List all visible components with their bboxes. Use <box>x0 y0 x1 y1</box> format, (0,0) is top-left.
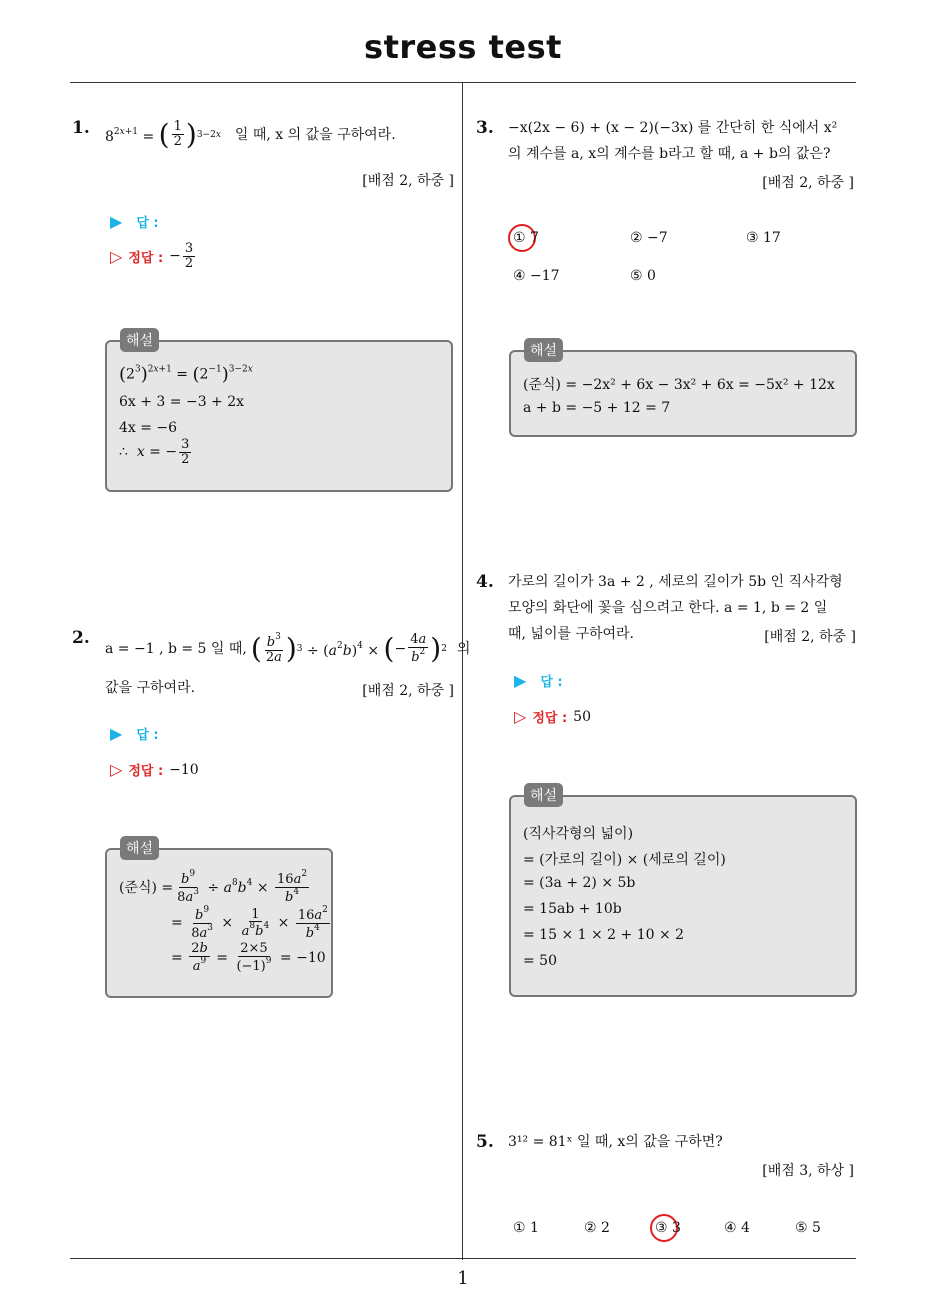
q3-exp-line-1: (준식) = −2x² + 6x − 3x² + 6x = −5x² + 12x <box>523 377 835 393</box>
question-5-meta: [배점 3, 하상 ] <box>762 1163 854 1179</box>
question-5-choice-4[interactable]: ④ 4 <box>724 1220 750 1236</box>
footer-rule <box>70 1258 856 1259</box>
question-4-number: 4. <box>476 572 494 592</box>
question-3-choice-1[interactable]: ① 7 <box>513 230 539 246</box>
correct-arrow-icon: ▷ <box>514 707 527 726</box>
question-3-choice-5[interactable]: ⑤ 0 <box>630 268 656 284</box>
q2-exp-line-1: (준식) = $\frac{b^9}{8a^3}$ ÷ $a^8b^4$ × $\frac{16a^2}{b^4}$ <box>119 869 308 905</box>
question-3-choice-4[interactable]: ④ −17 <box>513 268 560 284</box>
question-3-choice-2[interactable]: ② −7 <box>630 230 668 246</box>
question-1-correct-value: $\frac{3}{2}$ <box>184 241 194 271</box>
q2-exp-label: (준식) = <box>119 880 174 897</box>
question-3-line1: −x(2x − 6) + (x − 2)(−3x) 를 간단히 한 식에서 x² <box>508 120 838 136</box>
q4-exp-line-5: = 15 × 1 × 2 + 10 × 2 <box>523 927 685 943</box>
question-5-choice-5[interactable]: ⑤ 5 <box>795 1220 821 1236</box>
question-1-suffix: 일 때, x 의 값을 구하여라. <box>234 126 396 143</box>
question-2-correct-row <box>110 760 199 779</box>
question-1-answer-row <box>110 212 159 231</box>
correct-label: 정답 : <box>128 250 164 266</box>
question-2-number: 2. <box>72 628 90 648</box>
q1-exp-line-4: ∴ x = − $\frac{3}{2}$ <box>119 437 190 467</box>
question-3-explanation-tab: 해설 <box>524 338 563 362</box>
question-1-correct-row: ▷ 정답 : − $\frac{3}{2}$ <box>110 241 194 271</box>
question-2-text-line2: 값을 구하여라. <box>105 680 196 696</box>
question-4-correct-value: 50 <box>573 708 591 725</box>
question-4-meta: [배점 2, 하중 ] <box>764 629 856 645</box>
question-1-meta: [배점 2, 하중 ] <box>362 173 454 189</box>
question-3-meta: [배점 2, 하중 ] <box>762 175 854 191</box>
question-4-explanation-box <box>509 795 857 997</box>
question-4-line1: 가로의 길이가 3a + 2 , 세로의 길이가 5b 인 직사각형 <box>508 574 843 590</box>
q4-exp-line-4: = 15ab + 10b <box>523 901 622 917</box>
question-4-line3: 때, 넓이를 구하여라. <box>508 626 634 642</box>
question-4-answer-row <box>514 671 563 690</box>
question-2-prefix: a = −1 , b = 5 일 때, <box>105 640 247 657</box>
q1-exp-line-3: 4x = −6 <box>119 420 178 436</box>
q1-exp-line-2: 6x + 3 = −3 + 2x <box>119 394 245 410</box>
q2-exp-line-2: = $\frac{b^9}{8a^3}$ × $\frac{1}{a^8b^4}$ × $\frac{16a^2}{b^4}$ <box>171 905 328 941</box>
question-5-number: 5. <box>476 1132 494 1152</box>
question-5-choice-1[interactable]: ① 1 <box>513 1220 539 1236</box>
answer-label: 답 : <box>136 728 159 743</box>
question-3-explanation-box <box>509 350 857 437</box>
answer-arrow-icon: ▶ <box>110 724 123 743</box>
question-3-number: 3. <box>476 118 494 138</box>
question-4-explanation-tab: 해설 <box>524 783 563 807</box>
question-1-explanation-tab: 해설 <box>120 328 159 352</box>
question-2-answer-row <box>110 724 159 743</box>
question-2-meta: [배점 2, 하중 ] <box>362 683 454 699</box>
question-1-number: 1. <box>72 118 90 138</box>
q2-exp-line-3: = $\frac{2b}{a^9}$ = $\frac{2\times 5}{(-1)^9}$ = −10 <box>171 941 326 974</box>
q2-exp-result: −10 <box>296 949 326 966</box>
q3-exp-line-2: a + b = −5 + 12 = 7 <box>523 400 671 416</box>
question-5-choice-2[interactable]: ② 2 <box>584 1220 610 1236</box>
column-divider <box>462 83 463 1260</box>
page-title: stress test <box>364 28 562 66</box>
q1-exp-line-1: $(2^3)^{2x+1} = (2^{-1})^{3-2x}$ <box>119 364 253 385</box>
answer-arrow-icon: ▶ <box>110 212 123 231</box>
question-1-explanation-box <box>105 340 453 492</box>
question-4-correct-row <box>514 707 591 726</box>
answer-label: 답 : <box>540 675 563 690</box>
answer-label: 답 : <box>136 216 159 231</box>
page-number: 1 <box>457 1268 469 1289</box>
question-2-correct-value: −10 <box>169 761 199 778</box>
question-4-line2: 모양의 화단에 꽃을 심으려고 한다. a = 1, b = 2 일 <box>508 600 828 616</box>
q4-exp-line-2: = (가로의 길이) × (세로의 길이) <box>523 852 726 868</box>
correct-label: 정답 : <box>532 711 568 726</box>
q4-exp-line-3: = (3a + 2) × 5b <box>523 875 636 891</box>
correct-arrow-icon: ▷ <box>110 760 123 779</box>
question-2-explanation-tab: 해설 <box>120 836 159 860</box>
q4-exp-line-1: (직사각형의 넓이) <box>523 826 634 842</box>
header-rule <box>70 82 856 83</box>
question-2-suffix: 의 <box>456 640 471 657</box>
correct-label: 정답 : <box>128 764 164 779</box>
correct-arrow-icon: ▷ <box>110 246 123 266</box>
question-5-choice-3[interactable]: ③ 3 <box>655 1220 681 1236</box>
q4-exp-line-6: = 50 <box>523 953 557 969</box>
question-2-explanation-box <box>105 848 333 998</box>
question-2-text: a = −1 , b = 5 일 때, ( $\frac{b^3}{2a}$ ) 3 ÷ $(a^2b)^4$ × ( − $\frac{4a}{b^2}$ ) 2 의 <box>105 631 471 665</box>
question-5-line1: 3¹² = 81ˣ 일 때, x의 값을 구하면? <box>508 1134 723 1150</box>
answer-arrow-icon: ▶ <box>514 671 527 690</box>
question-3-line2: 의 계수를 a, x의 계수를 b라고 할 때, a + b의 값은? <box>508 146 831 162</box>
question-1-text: $8^{2x+1}$ = ( $\frac{1}{2}$ ) 3−2x 일 때, x 의 값을 구하여라. <box>105 117 396 151</box>
question-3-choice-3[interactable]: ③ 17 <box>746 230 781 246</box>
